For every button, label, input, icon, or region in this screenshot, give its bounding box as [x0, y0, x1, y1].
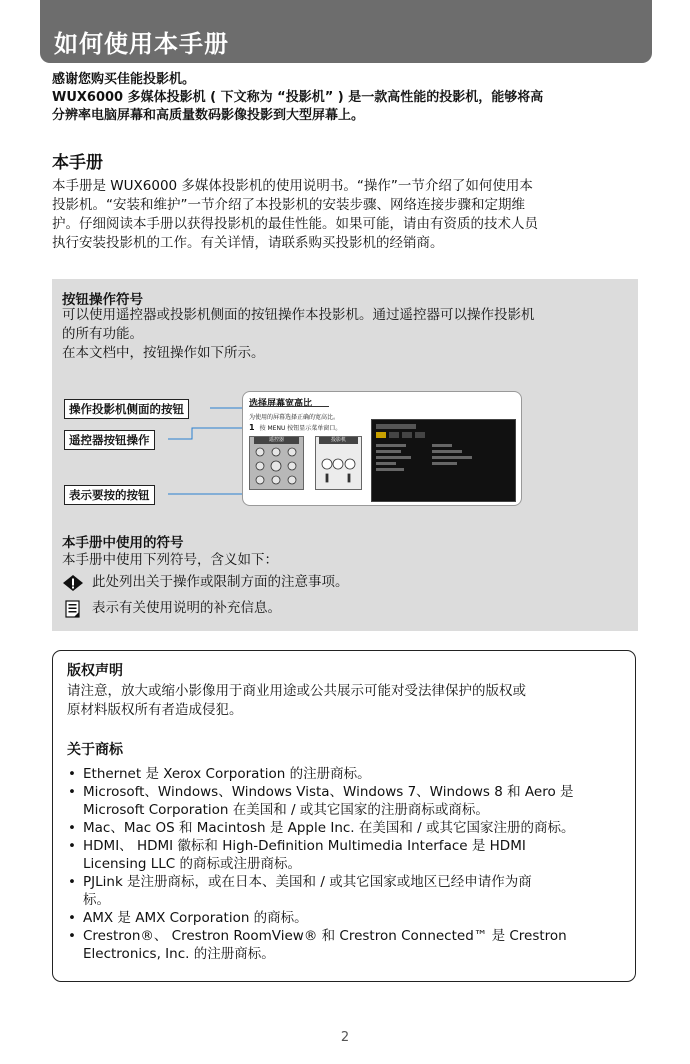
button-symbols-line: 可以使用遥控器或投影机侧面的按钮操作本投影机。通过遥控器可以操作投影机 [62, 307, 535, 323]
button-symbols-line: 的所有功能。 [62, 326, 143, 342]
figure-step [249, 423, 341, 432]
menu-screen-icon [372, 420, 515, 501]
list-item [65, 819, 625, 837]
button-symbols-panel [52, 279, 638, 631]
trademark-line: Mac、Mac OS 和 Macintosh 是 Apple Inc. 在美国和 / 或其它国家注册的商标。 [83, 820, 575, 836]
caution-icon [62, 574, 84, 592]
symbols-intro: 本手册中使用下列符号，含义如下： [62, 552, 278, 568]
trademarks-title: 关于商标 [67, 742, 123, 758]
manual-line: 护。仔细阅读本手册以获得投影机的最佳性能。如果可能，请由有资质的技术人员 [52, 216, 538, 232]
trademark-line: HDMI、 HDMI 徽标和 High-Definition Multimedia Interface 是 HDMI [83, 838, 526, 854]
symbols-title: 本手册中使用的符号 [62, 535, 184, 551]
symbol-row-note [62, 599, 281, 618]
remote-buttons-icon [250, 444, 303, 489]
projector-side-illustration [315, 436, 362, 490]
caution-text: 此处列出关于操作或限制方面的注意事项。 [92, 574, 349, 590]
note-icon [62, 600, 84, 618]
manual-line: 本手册是 WUX6000 多媒体投影机的使用说明书。“操作”一节介绍了如何使用本 [52, 178, 533, 194]
projector-label: 投影机 [319, 437, 358, 444]
callout-side-buttons: 操作投影机侧面的按钮 [64, 399, 189, 419]
figure-step-text: 按 MENU 按钮显示菜单窗口。 [259, 425, 342, 432]
trademark-line: PJLink 是注册商标，或在日本、美国和 / 或其它国家或地区已经申请作为商 [83, 874, 532, 890]
legal-box [52, 650, 636, 982]
callout-press-button: 表示要按的按钮 [64, 485, 155, 505]
figure-heading: 选择屏幕宽高比 [249, 399, 313, 409]
list-item [65, 783, 625, 819]
list-item [65, 927, 625, 963]
intro-line: 感谢您购买佳能投影机。 [52, 72, 196, 87]
example-figure [242, 391, 522, 506]
figure-line: 为使用的屏幕选择正确的宽高比。 [249, 414, 340, 421]
manual-line: 投影机。“安装和维护”一节介绍了本投影机的安装步骤、网络连接步骤和定期维 [52, 197, 525, 213]
symbol-row-caution [62, 573, 349, 592]
copyright-title: 版权声明 [67, 663, 123, 679]
trademark-list [65, 765, 625, 963]
page-title: 如何使用本手册 [54, 30, 229, 58]
trademark-line: Ethernet 是 Xerox Corporation 的注册商标。 [83, 766, 371, 782]
remote-label: 遥控器 [254, 437, 299, 444]
button-symbols-title: 按钮操作符号 [62, 292, 143, 308]
intro-paragraph [52, 71, 652, 125]
intro-line: 分辨率电脑屏幕和高质量数码影像投影到大型屏幕上。 [52, 108, 365, 123]
trademark-line: Electronics, Inc. 的注册商标。 [83, 946, 275, 962]
list-item [65, 909, 625, 927]
trademark-line: Microsoft Corporation 在美国和 / 或其它国家的注册商标或商标。 [83, 802, 489, 818]
figure-heading-rule [249, 396, 329, 407]
copyright-paragraph [67, 682, 627, 720]
manual-section-title: 本手册 [52, 153, 103, 173]
list-item [65, 837, 625, 873]
trademark-line: Microsoft、Windows、Windows Vista、Windows 7、Windows 8 和 Aero 是 [83, 784, 574, 800]
note-text: 表示有关使用说明的补充信息。 [92, 600, 281, 616]
trademark-line: 标。 [83, 892, 110, 908]
copyright-line: 原材料版权所有者造成侵犯。 [67, 702, 243, 718]
trademark-line: Crestron®、 Crestron RoomView® 和 Crestron Connected™ 是 Crestron [83, 928, 567, 944]
menu-screenshot [371, 419, 516, 502]
remote-illustration [249, 436, 304, 490]
callout-remote-buttons: 遥控器按钮操作 [64, 430, 155, 450]
list-item [65, 873, 625, 909]
projector-buttons-icon [316, 444, 361, 489]
button-symbols-line: 在本文档中，按钮操作如下所示。 [62, 345, 265, 361]
list-item [65, 765, 625, 783]
trademark-line: AMX 是 AMX Corporation 的商标。 [83, 910, 308, 926]
trademark-line: Licensing LLC 的商标或注册商标。 [83, 856, 302, 872]
figure-step-number: 1 [249, 423, 255, 432]
manual-line: 执行安装投影机的工作。有关详情，请联系购买投影机的经销商。 [52, 235, 444, 251]
manual-paragraph [52, 177, 652, 253]
page-header [40, 0, 652, 63]
copyright-line: 请注意，放大或缩小影像用于商业用途或公共展示可能对受法律保护的版权或 [67, 683, 526, 699]
page-number: 2 [340, 1030, 350, 1045]
intro-line: WUX6000 多媒体投影机 ( 下文称为 “投影机” ) 是一款高性能的投影机，能够将高 [52, 90, 544, 105]
